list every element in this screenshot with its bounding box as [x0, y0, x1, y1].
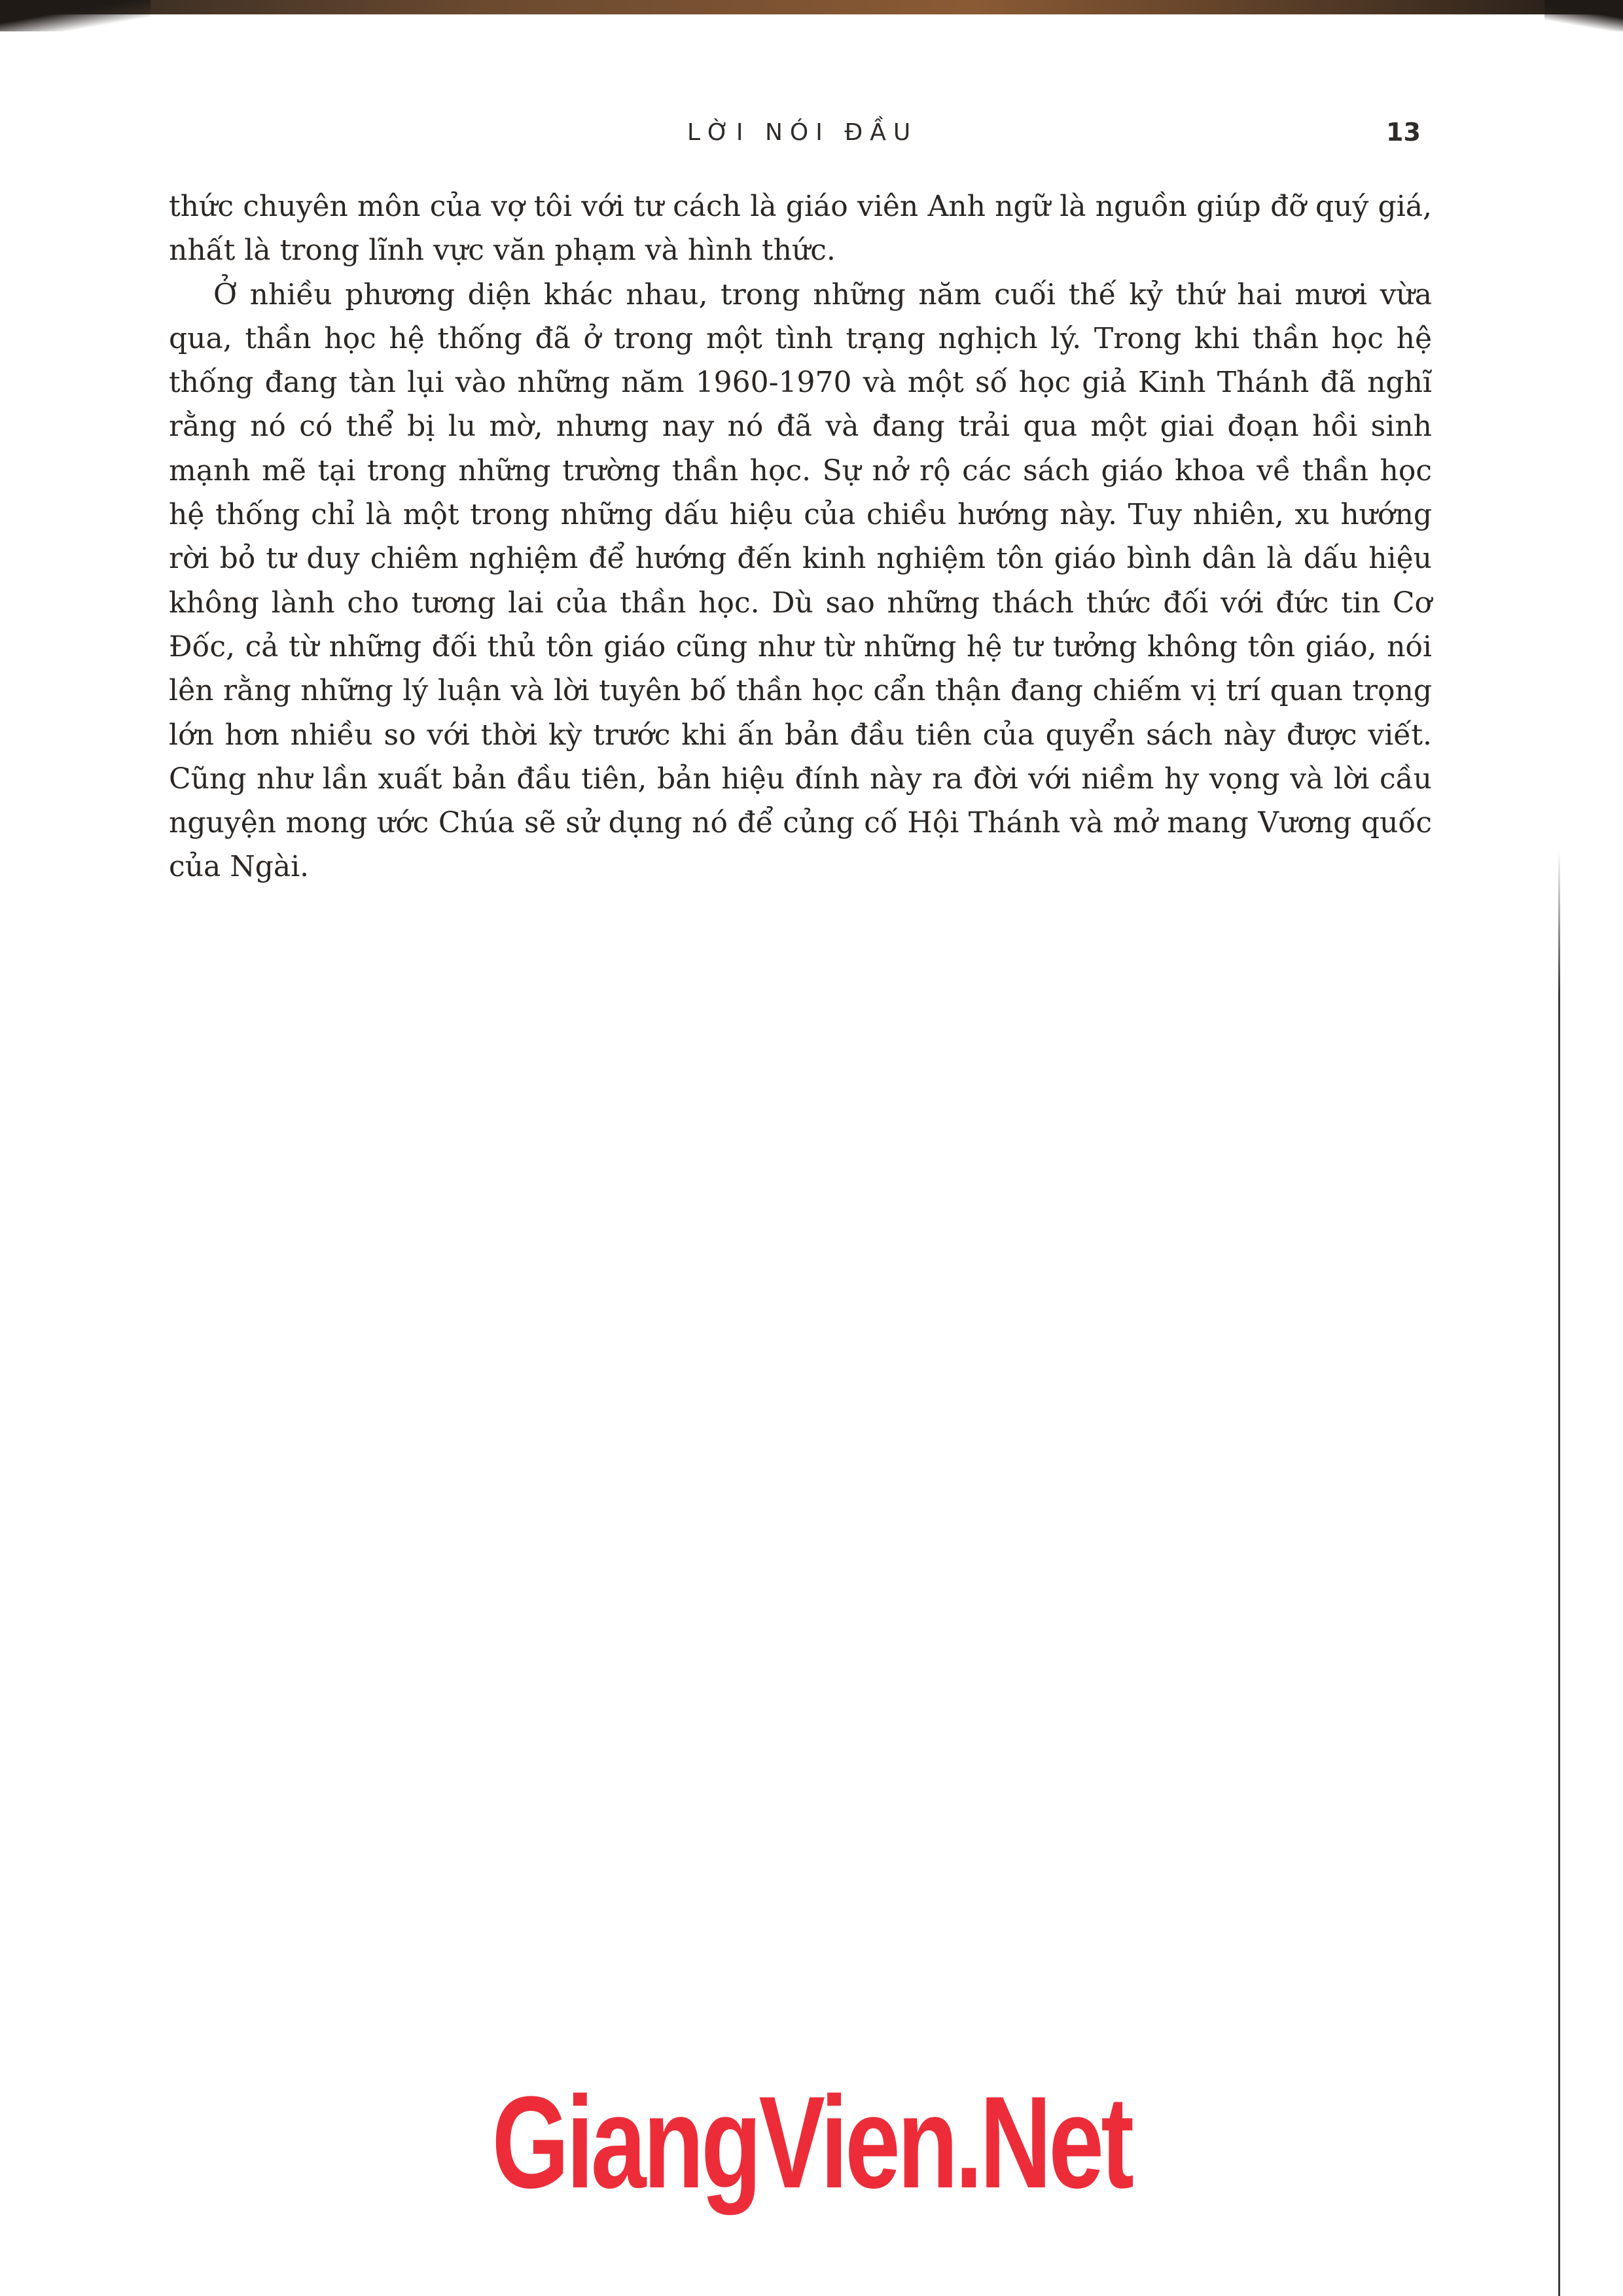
scan-right-edge-line — [1558, 851, 1560, 2296]
paragraph: Ở nhiều phương diện khác nhau, trong những năm cuối thế kỷ thứ hai mươi vừa qua, thần học hệ thống đã ở trong một tình trạng nghịch lý. Trong khi thần học hệ thống đang tàn lụi vào những năm 1960-1970 và một số học giả Kinh Thánh đã nghĩ rằng nó có thể bị lu mờ, nhưng nay nó đã và đang trải qua một giai đoạn hồi sinh mạnh mẽ tại trong những trường thần học. Sự nở rộ các sách giáo khoa về thần học hệ thống chỉ là một trong những dấu hiệu của chiều hướng này. Tuy nhiên, xu hướng rời bỏ tư duy chiêm nghiệm để hướng đến kinh nghiệm tôn giáo bình dân là dấu hiệu không lành cho tương lai của thần học. Dù sao những thách thức đối với đức tin Cơ Đốc, cả từ những đối thủ tôn giáo cũng như từ những hệ tư tưởng không tôn giáo, nói lên rằng những lý luận và lời tuyên bố thần học cẩn thận đang chiếm vị trí quan trọng lớn hơn nhiều so với thời kỳ trước khi ấn bản đầu tiên của quyển sách này được viết. Cũng như lần xuất bản đầu tiên, bản hiệu đính này ra đời với niềm hy vọng và lời cầu nguyện mong ước Chúa sẽ sử dụng nó để củng cố Hội Thánh và mở mang Vương quốc của Ngài. — [169, 277, 1432, 884]
scan-top-edge — [0, 0, 1623, 14]
watermark: GiangVien.Net — [491, 2070, 1132, 2216]
running-head: LỜI NÓI ĐẦU — [687, 119, 918, 146]
body-text — [169, 185, 1432, 889]
page-number: 13 — [1386, 118, 1421, 147]
scan-corner-shadow-right — [1544, 0, 1623, 31]
scan-corner-shadow-left — [0, 0, 151, 31]
paragraph-continued: thức chuyên môn của vợ tôi với tư cách là giáo viên Anh ngữ là nguồn giúp đỡ quý giá, nhất là trong lĩnh vực văn phạm và hình thức. — [169, 190, 1432, 268]
